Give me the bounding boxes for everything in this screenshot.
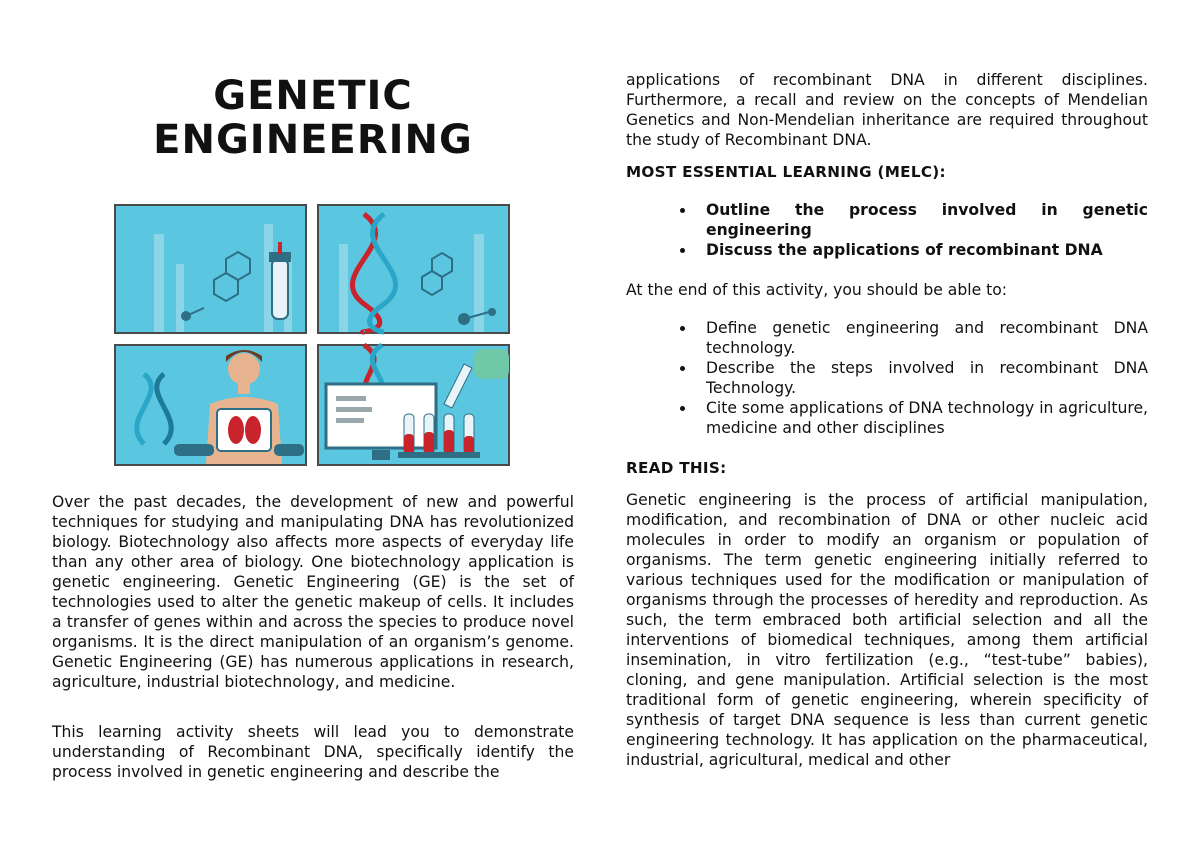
title-line-2: ENGINEERING bbox=[153, 117, 473, 163]
read-paragraph: Genetic engineering is the process of artificial manipulation, modification, and recombination of DNA or other nucleic acid molecules in order to modify an organism or population of organisms. The term genetic engineering initially referred to various techniques used for the modification or manipulation of organisms through the processes of heredity and reproduction. As such, the term embraced both artificial selection and all the interventions of biomedical techniques, among them artificial insemination, in vitro fertilization (e.g., “test-tube” babies), cloning, and gene manipulation. Artificial selection is the most traditional form of genetic engineering, wherein specificity of synthesis of target DNA sequence is less than current genetic engineering technology. It has application on the pharmaceutical, industrial, agricultural, medical and other bbox=[626, 491, 1148, 769]
title-line-1: GENETIC bbox=[213, 73, 413, 119]
panel-test-tubes bbox=[318, 345, 509, 465]
page-title bbox=[52, 74, 574, 162]
intro-paragraph: Over the past decades, the development of new and powerful techniques for studying and manipulating DNA has revolutionized biology. Biotechnology also affects more aspects of everyday life than any other area of biology. One biotechnology application is genetic engineering. Genetic Engineering (GE) is the set of technologies used to alter the genetic makeup of cells. It includes a transfer of genes within and across the species to produce novel organisms. It is the direct manipulation of an organism’s genome. Genetic Engineering (GE) has numerous applications in research, agriculture, industrial biotechnology, and medicine. bbox=[52, 493, 574, 691]
genetic-engineering-illustration bbox=[114, 204, 510, 466]
melc-heading: MOST ESSENTIAL LEARNING (MELC): bbox=[626, 163, 946, 181]
intro-paragraph-2: This learning activity sheets will lead you to demonstrate understanding of Recombinant DNA, specifically identify the process involved in genetic engineering and describe the bbox=[52, 723, 574, 781]
panel-lab-molecules bbox=[115, 205, 306, 333]
list-item: Discuss the applications of recombinant DNA bbox=[706, 240, 1148, 260]
panel-patient-scan bbox=[115, 345, 306, 465]
melc-list bbox=[626, 200, 1148, 260]
list-item: Define genetic engineering and recombinant DNA technology. bbox=[706, 319, 1148, 357]
list-item: Describe the steps involved in recombinant DNA Technology. bbox=[706, 359, 1148, 397]
list-item: Cite some applications of DNA technology in agriculture, medicine and other disciplines bbox=[706, 399, 1148, 437]
read-heading: READ THIS: bbox=[626, 459, 727, 477]
objectives-list bbox=[626, 318, 1148, 438]
left-column bbox=[52, 70, 574, 781]
right-column bbox=[626, 70, 1148, 770]
panel-dna-lab bbox=[318, 205, 509, 333]
objectives-intro: At the end of this activity, you should be able to: bbox=[626, 281, 1008, 299]
continuation-paragraph: applications of recombinant DNA in different disciplines. Furthermore, a recall and review on the concepts of Mendelian Genetics and Non-Mendelian inheritance are required throughout the study of Recombinant DNA. bbox=[626, 71, 1148, 149]
list-item: Outline the process involved in genetic engineering bbox=[706, 201, 1148, 239]
